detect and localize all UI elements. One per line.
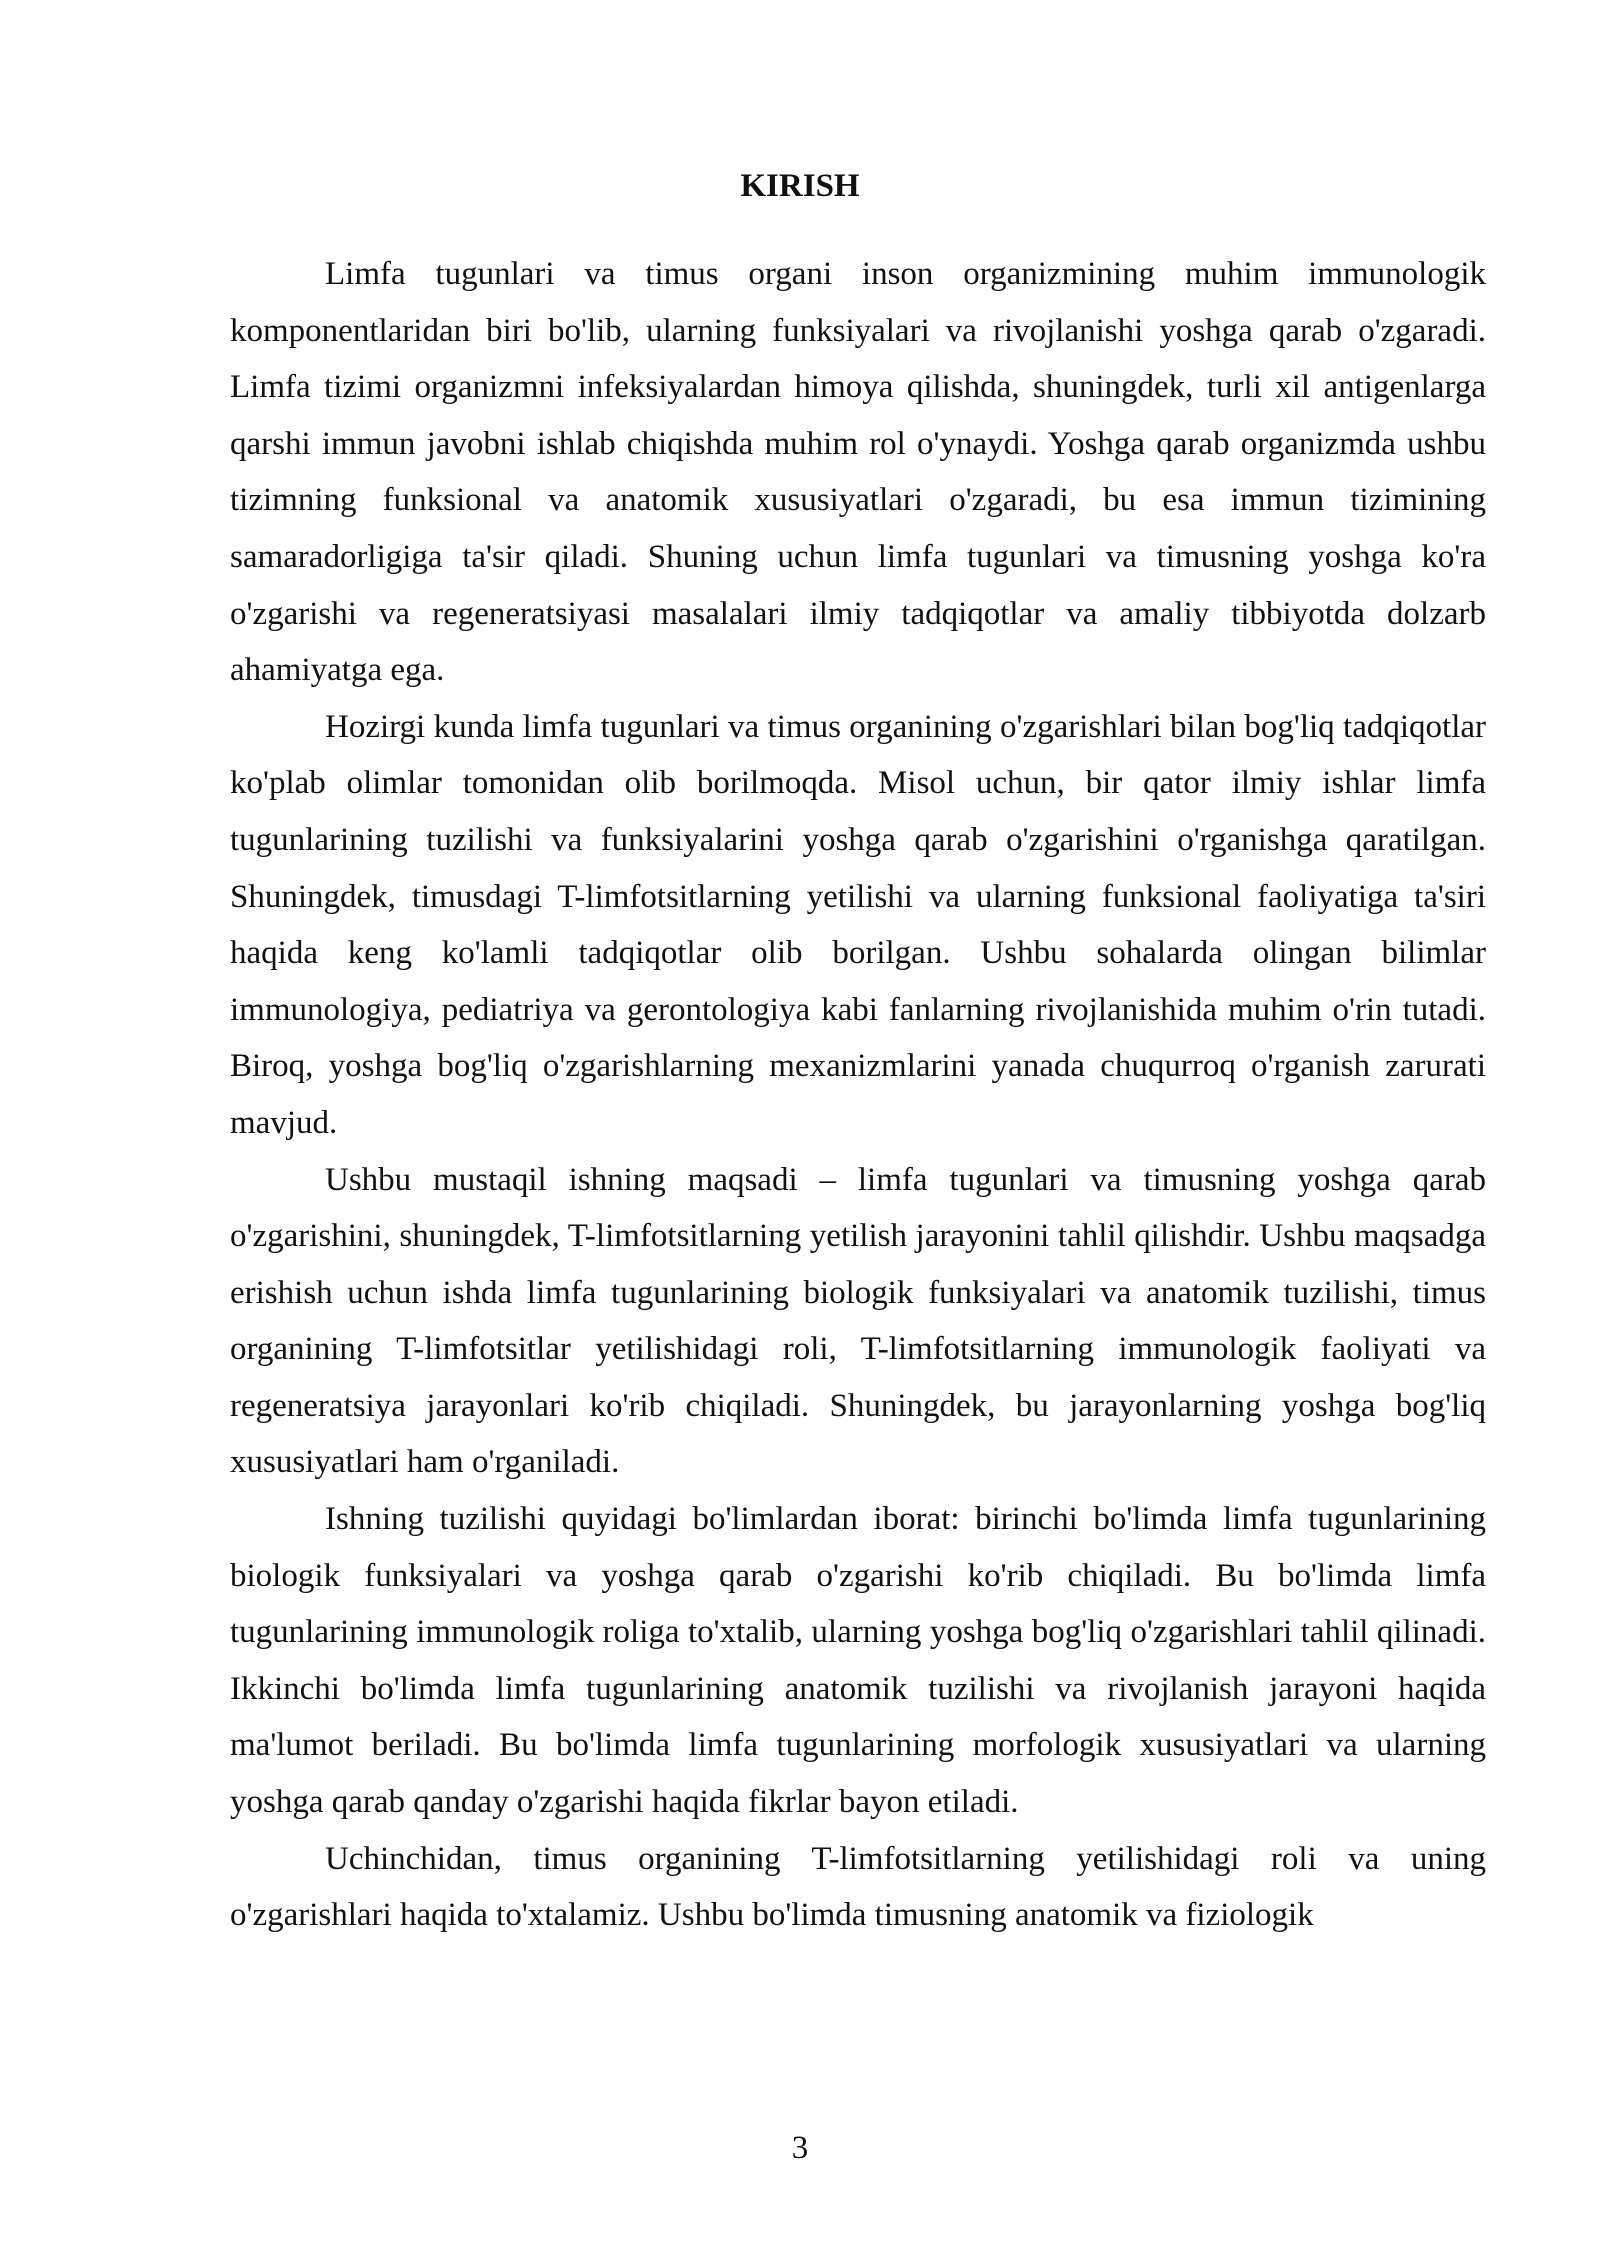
body-text	[230, 246, 1486, 1944]
paragraph-1: Limfa tugunlari va timus organi inson organizmining muhim immunologik komponentlaridan biri bo'lib, ularning funksiyalari va rivojlanishi yoshga qarab o'zgaradi. Limfa tizimi organizmni infeksiyalardan himoya qilishda, shuningdek, turli xil antigenlarga qarshi immun javobni ishlab chiqishda muhim rol o'ynaydi. Yoshga qarab organizmda ushbu tizimning funksional va anatomik xususiyatlari o'zgaradi, bu esa immun tizimining samaradorligiga ta'sir qiladi. Shuning uchun limfa tugunlari va timusning yoshga ko'ra o'zgarishi va regeneratsiyasi masalalari ilmiy tadqiqotlar va amaliy tibbiyotda dolzarb ahamiyatga ega.	[230, 256, 1486, 689]
paragraph-2: Hozirgi kunda limfa tugunlari va timus organining o'zgarishlari bilan bog'liq tadqiqotlar ko'plab olimlar tomonidan olib borilmoqda. Misol uchun, bir qator ilmiy ishlar limfa tugunlarining tuzilishi va funksiyalarini yoshga qarab o'zgarishini o'rganishga qaratilgan. Shuningdek, timusdagi T-limfotsitlarning yetilishi va ularning funksional faoliyatiga ta'siri haqida keng ko'lamli tadqiqotlar olib borilgan. Ushbu sohalarda olingan bilimlar immunologiya, pediatriya va gerontologiya kabi fanlarning rivojlanishida muhim o'rin tutadi. Biroq, yoshga bog'liq o'zgarishlarning mexanizmlarini yanada chuqurroq o'rganish zarurati mavjud.	[230, 708, 1486, 1141]
page-number: 3	[791, 2130, 809, 2166]
paragraph-3: Ushbu mustaqil ishning maqsadi – limfa tugunlari va timusning yoshga qarab o'zgarishini, shuningdek, T-limfotsitlarning yetilish jarayonini tahlil qilishdir. Ushbu maqsadga erishish uchun ishda limfa tugunlarining biologik funksiyalari va anatomik tuzilishi, timus organining T-limfotsitlar yetilishidagi roli, T-limfotsitlarning immunologik faoliyati va regeneratsiya jarayonlari ko'rib chiqiladi. Shuningdek, bu jarayonlarning yoshga bog'liq xususiyatlari ham o'rganiladi.	[230, 1161, 1486, 1481]
page-title: KIRISH	[740, 168, 860, 204]
paragraph-4: Ishning tuzilishi quyidagi bo'limlardan iborat: birinchi bo'limda limfa tugunlarining biologik funksiyalari va yoshga qarab o'zgarishi ko'rib chiqiladi. Bu bo'limda limfa tugunlarining immunologik roliga to'xtalib, ularning yoshga bog'liq o'zgarishlari tahlil qilinadi. Ikkinchi bo'limda limfa tugunlarining anatomik tuzilishi va rivojlanish jarayoni haqida ma'lumot beriladi. Bu bo'limda limfa tugunlarining morfologik xususiyatlari va ularning yoshga qarab qanday o'zgarishi haqida fikrlar bayon etiladi.	[230, 1501, 1486, 1821]
paragraph-5: Uchinchidan, timus organining T-limfotsitlarning yetilishidagi roli va uning o'zgarishlari haqida to'xtalamiz. Ushbu bo'limda timusning anatomik va fiziologik	[230, 1840, 1486, 1934]
